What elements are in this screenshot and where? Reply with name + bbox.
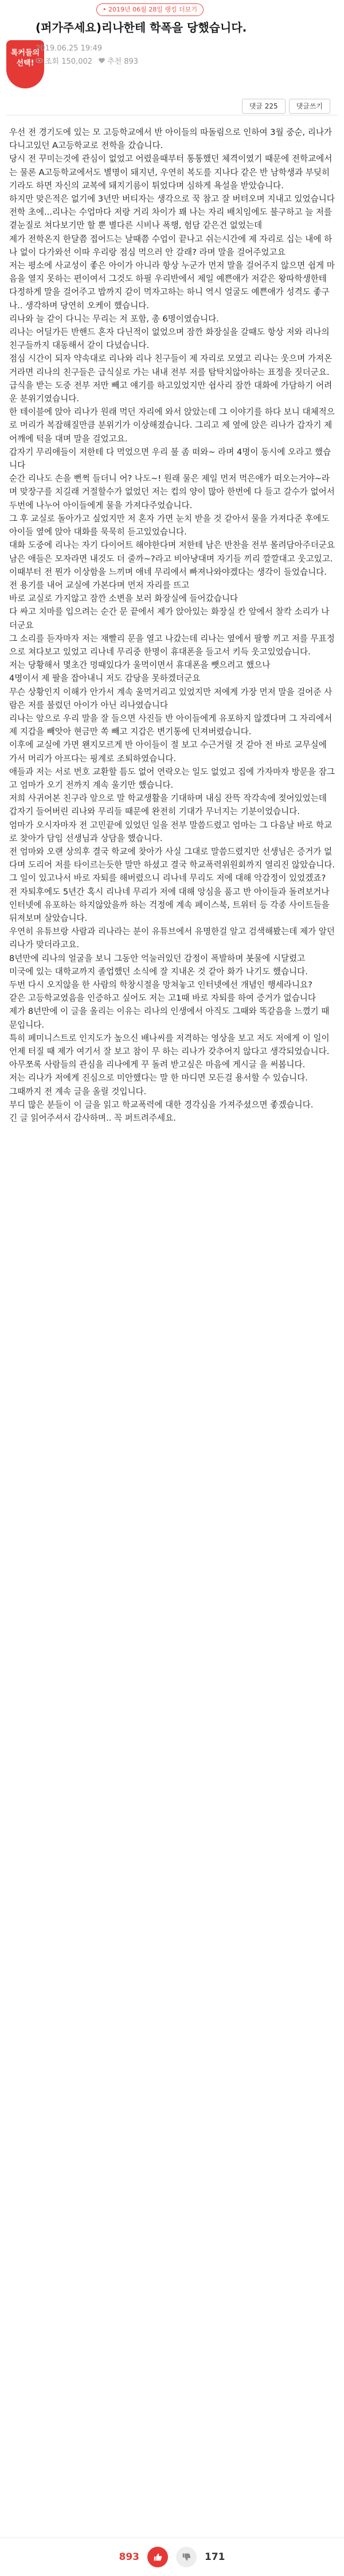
thumbs-up-icon — [153, 2552, 163, 2562]
body-paragraph: 긴 글 읽어주셔서 감사하며.. 꼭 퍼트려주세요. — [9, 1113, 176, 1124]
body-paragraph: 제가 전학온지 한달쯤 접어드는 날때쯤 수업이 끝나고 쉬는시간에 제 자리로 십는 내에 하나 없이 다가와선 이따 우리랑 점심 먹으러 안 갈래? 라며 말을 걸어주었고요 — [9, 234, 333, 257]
body-paragraph: 그때까지 전 계속 글을 올릴 것입니다. — [9, 1086, 147, 1097]
body-paragraph: 4명이서 제 팔을 잡아내니 저도 감당을 못하겠더군요 — [9, 673, 201, 684]
body-paragraph: 같은 고등학교였음을 인증하고 싶어도 저는 고1때 바로 자퇴를 하여 증거가 없습니다 — [9, 993, 316, 1004]
recommend-stat — [98, 55, 138, 66]
body-paragraph: 그 후 교실로 돌아가고 싶었지만 저 혼자 가면 눈치 받을 것 같아서 물을 가져다준 후에도 아이들 옆에 앉아 대화를 묵묵히 듣고있었습니다. — [9, 513, 330, 537]
body-paragraph: 무슨 상황인지 이해가 안가서 계속 울먹거리고 있었지만 저에게 가장 먼저 말을 걸어준 사람은 저를 불렀던 아이가 아닌 리나였습니다 — [9, 687, 333, 710]
body-paragraph: 부디 많은 분들이 이 글을 읽고 학교폭력에 대한 경각심을 가져주셨으면 좋겠습니다. — [9, 1099, 314, 1110]
write-comment-label: 댓글쓰기 — [296, 102, 323, 110]
body-paragraph: 리나는 어딜가든 반핸드 혼자 다닌적이 없었으며 잠깐 화장실을 갈때도 항상 저와 리나의 친구들까지 대동해서 같이 다녔습니다. — [9, 327, 330, 351]
body-paragraph: 급식을 받는 도중 전부 저만 빼고 얘기를 하고있었지만 쉽사리 잠깐 대화에 가담하기 어려운 분위기였습니다. — [9, 380, 333, 404]
body-paragraph: 남은 애들은 모자라면 내것도 더 줄까~?라고 비아냥대며 자기들 끼리 깔깔대고 웃고있고. — [9, 553, 333, 564]
body-paragraph: 두번 다시 오지않을 한 사람의 학창시절을 망쳐놓고 인터넷에선 개념인 행세라니요? — [9, 980, 312, 990]
post-title: (퍼가주세요)리나한테 학폭을 당했습니다. — [36, 21, 247, 34]
body-paragraph: 전 용기를 내어 교실에 가본다며 먼저 자리를 뜨고 — [9, 580, 190, 590]
body-paragraph: 미국에 있는 대학교까지 졸업했던 소식에 잘 지내온 것 같아 화가 나기도 했습니다. — [9, 966, 308, 977]
body-paragraph: 우선 전 경기도에 있는 모 고등학교에서 반 아이들의 따돌림으로 인하여 3월 중순, 리나가 다니고있던 A고등학교로 전학을 갔습니다. — [9, 127, 333, 151]
vote-down-button[interactable] — [176, 2547, 197, 2567]
body-paragraph: 다 싸고 치마를 입으려는 순간 문 끝에서 제가 앉아있는 화장실 칸 앞에서 찰칵 소리가 나더군요 — [9, 607, 330, 630]
post-body — [0, 115, 344, 1125]
body-paragraph: 8년만에 리나의 얼굴을 보니 그동안 억눌러있던 감정이 폭발하며 봇물에 시달렸고 — [9, 953, 306, 963]
body-paragraph: 애들과 저는 서로 번호 교환할 틈도 없어 연락오는 일도 없었고 집에 가자마자 방문을 잠그고 엄마가 오기 전까지 계속 울기만 했습니다. — [9, 766, 335, 790]
thumbs-down-icon — [181, 2552, 191, 2562]
recommend-count: 추천 893 — [107, 57, 139, 66]
body-paragraph: 리나는 앞으로 우리 말을 잘 들으면 사진들 반 아이들에게 유포하지 않겠다며 그 자리에서 제 지갑을 빼앗아 현금만 쏙 빼고 지갑은 변기통에 던져버렸습니다. — [9, 713, 333, 737]
body-paragraph: 한 테이블에 앉아 리나가 원래 먹던 자리에 와서 앉았는데 그 이야기를 하다 보니 대체적으로 머리가 복잡해질만큼 분위기가 이상해졌습니다. 그리고 제 옆에 앉은 리나가 갑자기 제 어깨에 턱을 대며 말을 걸었고요. — [9, 407, 335, 444]
badge-label: 톡커들의 선택! — [10, 49, 40, 68]
body-paragraph: 이후에 교실에 가면 왠지모르게 반 아이들이 절 보고 수근거릴 것 같아 전 바로 교무실에 가서 머리가 아프다는 핑계로 조퇴하였습니다. — [9, 740, 327, 764]
vote-bar — [0, 2538, 344, 2576]
body-paragraph: 바로 교실로 가지않고 잠깐 소변을 보러 화장실에 들어갔습니다 — [9, 594, 239, 604]
body-paragraph: 특히 페미니스트로 인지도가 높으신 배나씨를 저격하는 영상을 보고 저도 저에게 이 일이 언제 터질 때 제가 여기서 잘 보고 참이 무 하는 리나가 갖추어지 않다고 생각되었습니다. 아무쪼록 사람들의 관심을 리나에게 꾸 돌려 받고싶은 마음에 게시글 을 써봅니다. — [9, 1033, 330, 1070]
body-paragraph: 순간 리나도 손을 뻔쩍 들더니 어? 나도~! 원래 물은 제일 먼저 먹은애가 떠오는거야~라며 맞장구를 치길래 거절할수가 없었던 저는 컵의 양이 많아 한번에 다 들고 갈수가 없어서 두번에 나누어 아이들에게 물을 가져다주었습니다. — [9, 474, 335, 510]
body-paragraph: 갑자기 무리애들이 저한테 다 먹었으면 우리 불 좀 떠와~ 라며 4명이 동시에 오라고 했습니다 — [9, 447, 331, 471]
comments-button[interactable] — [242, 99, 286, 114]
body-paragraph: 저는 평소에 사교성이 좋은 아이가 아니라 항상 누군가 먼저 말을 걸어주지 않으면 쉽게 마음을 열지 못하는 편이여서 그것도 하필 우리반에서 제일 예쁜애가 저같은 왕따학생한테 다정하게 말을 걸어주고 밥까지 같이 먹자고하는 하니 역시 얼굴도 예쁜애가 성격도 좋구나.. 생각하며 당연히 오케이 했습니다. — [9, 261, 335, 311]
views-count: 조회 150,002 — [45, 57, 93, 66]
body-paragraph: 엄마가 오시자마자 전 고민끝에 있었던 일을 전부 말씀드렸고 엄마는 그 다음날 바로 학교로 찾아가 담임 선생님과 상담을 했습니다. — [9, 820, 333, 843]
heart-icon — [98, 57, 105, 64]
body-paragraph: 리나와 늘 같이 다니는 무리는 저 포함, 총 6명이였습니다. — [9, 313, 219, 324]
body-paragraph: 하지만 맞은적은 없기에 3년만 버티자는 생각으로 꾹 참고 잘 버텨오며 지내고 있었습니다 — [9, 194, 335, 204]
body-paragraph: 이때부터 전 뭔가 이상함을 느끼며 애네 무리에서 빠져나와야겠다는 생각이 들었습니다. — [9, 567, 327, 577]
body-paragraph: 당시 전 꾸미는것에 관심이 없었고 어렸을때부터 통통했던 체격이였기 때문에 전학교에서는 물론 A고등학교에서도 별명이 돼지년, 우연히 복도를 지나다 같은 반 남학생과 부딪히기라도 하면 자신의 교복에 돼지기름이 튀었다며 심하게 욕설을 받았습니다. — [9, 154, 333, 191]
body-paragraph: 그 일이 있고나서 바로 자퇴를 해버렸으니 리나네 무리도 저에 대해 악감정이 있었겠죠? — [9, 873, 326, 884]
body-paragraph: 저희 사귀어본 친구라 앞으로 말 학교생활을 기대하며 내심 잔뜩 작각속에 젖어있었는데 갑자기 들어버린 리나와 무리들 때문에 완전히 기대가 무너지는 기분이었습니다. — [9, 793, 327, 817]
post-header — [0, 0, 344, 115]
views-stat — [36, 55, 92, 66]
body-paragraph: 그 소리를 듣자마자 저는 재빨리 문을 열고 나갔는데 리나는 옆에서 팔짱 끼고 저를 무표정으로 쳐다보고 있었고 리나네 무리중 한명이 휴대폰을 들고서 키득 웃고있었습니다. — [9, 633, 335, 657]
vote-up-count: 893 — [119, 2551, 139, 2563]
body-paragraph: 저는 리나가 저에게 진심으로 미안했다는 말 한 마디면 모든걸 용서할 수 있습니다. — [9, 1073, 308, 1083]
body-paragraph: 대화 도중에 리나는 자기 다이어트 해야한다며 저한테 남은 반찬을 전부 몰려담아주더군요 — [9, 540, 335, 551]
post-actions — [242, 99, 330, 114]
body-paragraph: 전 엄마와 오랜 상의후 결국 학교에 찾아가 사실 그대로 말씀드렸지만 선생님은 증거가 없다며 도리어 저를 타이르는듯한 말만 하셨고 결국 학교폭력위원회까지 열리진 않았습니다. — [9, 846, 335, 870]
body-paragraph: 전학 초에...리나는 수업마다 저랑 거리 차이가 꽤 나는 자리 배치임에도 불구하고 늘 저를 곁눈질로 쳐다보기만 할 뿐 별다른 시비나 폭행, 험담 같은건 없었는데 — [9, 207, 333, 231]
comments-button-label: 댓글 225 — [249, 102, 278, 110]
post-date: 2019.06.25 19:49 — [36, 44, 103, 53]
eye-icon — [36, 57, 43, 64]
body-paragraph: 제가 8년만에 이 글을 올리는 이유는 리나의 인생에서 아직도 그때와 똑같음을 느꼈기 때문입니다. — [9, 1006, 330, 1030]
body-paragraph: 점심 시간이 되자 약속대로 리나와 리나 친구들이 제 자리로 모였고 리나는 웃으며 가져온거라면 리나의 친구들은 급식실로 가는 내내 전부 저를 탐탁치않아하는 표정을 짓더군요. — [9, 354, 333, 377]
write-comment-button[interactable] — [289, 99, 330, 114]
body-paragraph: 전 자퇴후에도 5년간 혹시 리나네 무리가 저에 대해 앙심을 품고 반 아이들과 돌려보거나 인터넷에 유포하는 하지않았을까 하는 걱정에 계속 페이스북, 트위터 등 각종 사이트들을 뒤져보며 살았습니다. — [9, 886, 330, 923]
vote-down-count: 171 — [205, 2551, 225, 2563]
post-stats — [36, 55, 138, 66]
body-paragraph: 저는 당황해서 몇초간 멍때있다가 울먹이면서 휴대폰을 뺏으려고 했으나 — [9, 660, 271, 671]
vote-up-button[interactable] — [147, 2547, 168, 2567]
body-paragraph: 우연히 유튜브랑 사람과 리나라는 분이 유튜브에서 유명한걸 알고 검색해봤는데 제가 알던 리나가 맞더라고요. — [9, 927, 335, 950]
ranking-link[interactable]: • 2019년 06월 28일 랭킹 더보기 — [96, 3, 204, 16]
